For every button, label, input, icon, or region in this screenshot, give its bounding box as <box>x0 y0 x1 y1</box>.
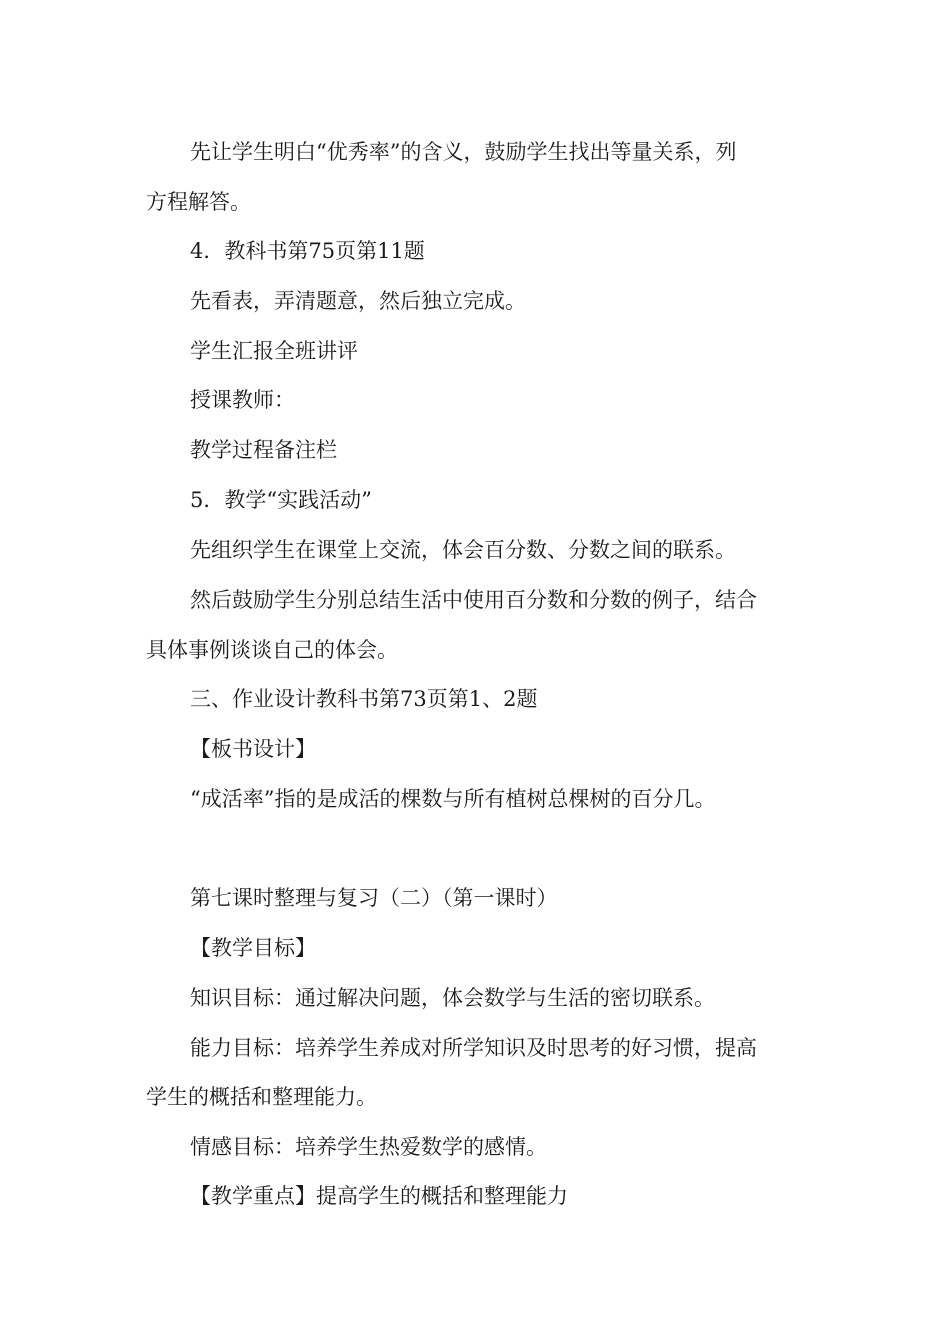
objective-ability-line2: 学生的概括和整理能力。 <box>146 1085 377 1109</box>
paragraph-classroom-exchange: 先组织学生在课堂上交流，体会百分数、分数之间的联系。 <box>190 538 736 562</box>
objective-knowledge: 知识目标：通过解决问题，体会数学与生活的密切联系。 <box>190 986 715 1010</box>
section-homework-design: 三、作业设计教科书第73页第1、2题 <box>190 687 538 711</box>
paragraph-excellence-rate-line1: 先让学生明白“优秀率”的含义，鼓励学生找出等量关系，列 <box>190 140 737 164</box>
paragraph-survival-rate: “成活率”指的是成活的棵数与所有植树总棵树的百分几。 <box>190 787 716 811</box>
paragraph-read-table: 先看表，弄清题意，然后独立完成。 <box>190 289 526 313</box>
paragraph-summary-examples-line1: 然后鼓励学生分别总结生活中使用百分数和分数的例子，结合 <box>190 588 757 612</box>
paragraph-student-report: 学生汇报全班讲评 <box>190 339 358 363</box>
lesson-seven-title: 第七课时整理与复习（二）（第一课时） <box>190 886 558 910</box>
objective-emotion: 情感目标：培养学生热爱数学的感情。 <box>190 1135 547 1159</box>
label-teacher: 授课教师： <box>190 388 295 412</box>
exercise-4-heading: 4．教科书第75页第11题 <box>190 239 425 263</box>
exercise-5-heading: 5．教学“实践活动” <box>190 488 372 512</box>
heading-teaching-focus: 【教学重点】提高学生的概括和整理能力 <box>190 1184 568 1208</box>
objective-ability-line1: 能力目标：培养学生养成对所学知识及时思考的好习惯，提高 <box>190 1036 757 1060</box>
heading-teaching-objectives: 【教学目标】 <box>190 936 316 960</box>
heading-blackboard-design: 【板书设计】 <box>190 737 316 761</box>
paragraph-summary-examples-line2: 具体事例谈谈自己的体会。 <box>146 638 398 662</box>
label-teaching-process-notes: 教学过程备注栏 <box>190 438 337 462</box>
paragraph-excellence-rate-line2: 方程解答。 <box>146 190 251 214</box>
